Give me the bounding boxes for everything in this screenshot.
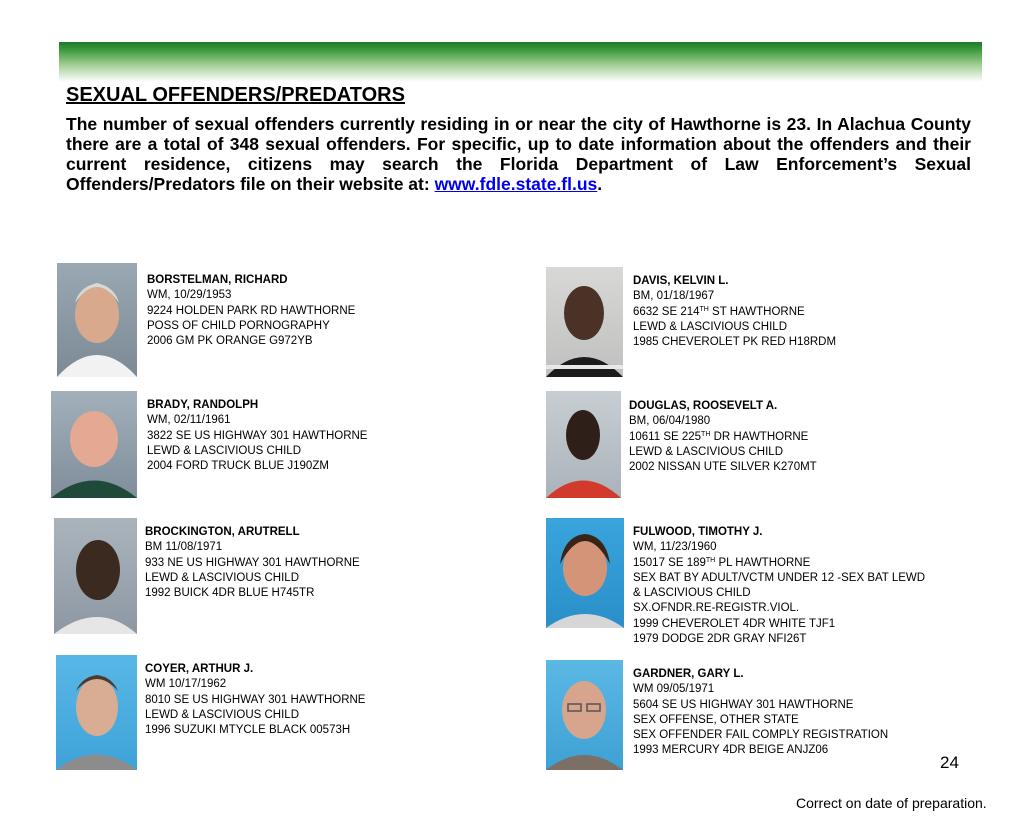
- offender-offense: SX.OFNDR.RE-REGISTR.VIOL.: [633, 602, 800, 615]
- offender-vehicle: 1993 MERCURY 4DR BEIGE ANJZ06: [633, 744, 829, 757]
- offender-name: FULWOOD, TIMOTHY J.: [633, 526, 763, 538]
- offender-dob: BM, 06/04/1980: [629, 415, 711, 428]
- offender-vehicle: 1985 CHEVEROLET PK RED H18RDM: [633, 336, 837, 349]
- mugshot-brady: [51, 391, 137, 498]
- header-banner: [59, 42, 982, 82]
- offender-offense: SEX OFFENSE, OTHER STATE: [633, 713, 799, 726]
- offender-dob: WM 09/05/1971: [633, 683, 715, 696]
- offender-address: 9224 HOLDEN PARK RD HAWTHORNE: [147, 304, 356, 317]
- mugshot-coyer: [56, 655, 137, 770]
- offender-name: BORSTELMAN, RICHARD: [147, 274, 288, 286]
- intro-text: The number of sexual offenders currently residing in or near the city of Hawthorne is 23. In Alachua County there are a total of 348 sexual offenders. For specific, up to date information about the offenders and their current residence, citizens may search the Florida Department of Law Enforcement’s Sexual Offenders/Predators file on their website at:: [66, 114, 971, 194]
- offender-name: DAVIS, KELVIN L.: [633, 275, 729, 287]
- offender-dob: WM, 11/23/1960: [633, 541, 717, 554]
- offender-dob: WM 10/17/1962: [145, 678, 227, 691]
- offender-address: 8010 SE US HIGHWAY 301 HAWTHORNE: [145, 693, 366, 706]
- offender-entry-gardner: [633, 667, 888, 759]
- mugshot-gardner: [546, 660, 623, 770]
- fdle-website-link[interactable]: www.fdle.state.fl.us: [434, 174, 598, 194]
- offender-address: 10611 SE 225TH DR HAWTHORNE: [629, 430, 809, 443]
- mugshot-douglas: [546, 391, 621, 498]
- offender-dob: WM, 10/29/1953: [147, 289, 232, 302]
- offender-name: DOUGLAS, ROOSEVELT A.: [629, 400, 778, 412]
- offender-vehicle: 1992 BUICK 4DR BLUE H745TR: [145, 587, 315, 600]
- offender-dob: BM, 01/18/1967: [633, 290, 715, 303]
- offender-vehicle: 2006 GM PK ORANGE G972YB: [147, 335, 313, 348]
- offender-vehicle: 1979 DODGE 2DR GRAY NFI26T: [633, 633, 807, 646]
- offender-offense: SEX BAT BY ADULT/VCTM UNDER 12 -SEX BAT LEWD: [633, 571, 926, 584]
- offender-address: 5604 SE US HIGHWAY 301 HAWTHORNE: [633, 698, 854, 711]
- offender-entry-douglas: [629, 399, 817, 475]
- intro-paragraph: [66, 114, 971, 194]
- offender-name: BROCKINGTON, ARUTRELL: [145, 526, 300, 538]
- offender-offense: LEWD & LASCIVIOUS CHILD: [629, 445, 784, 458]
- offender-offense: SEX OFFENDER FAIL COMPLY REGISTRATION: [633, 729, 889, 742]
- offender-entry-davis: [633, 274, 836, 350]
- offender-name: COYER, ARTHUR J.: [145, 663, 254, 675]
- offender-name: BRADY, RANDOLPH: [147, 399, 259, 411]
- offender-entry-borstelman: [147, 273, 355, 349]
- offender-vehicle: 2002 NISSAN UTE SILVER K270MT: [629, 461, 817, 474]
- footer-note: Correct on date of preparation.: [796, 795, 987, 811]
- offender-vehicle: 1996 SUZUKI MTYCLE BLACK 00573H: [145, 724, 351, 737]
- offender-vehicle: 1999 CHEVEROLET 4DR WHITE TJF1: [633, 617, 836, 630]
- page-number: 24: [940, 753, 959, 772]
- offender-offense: POSS OF CHILD PORNOGRAPHY: [147, 319, 330, 332]
- offender-offense: LEWD & LASCIVIOUS CHILD: [147, 444, 302, 457]
- offender-address: 6632 SE 214TH ST HAWTHORNE: [633, 305, 805, 318]
- offender-offense: LEWD & LASCIVIOUS CHILD: [145, 708, 300, 721]
- offender-address: 933 NE US HIGHWAY 301 HAWTHORNE: [145, 556, 360, 569]
- offender-offense: LEWD & LASCIVIOUS CHILD: [145, 571, 300, 584]
- offender-dob: BM 11/08/1971: [145, 541, 223, 554]
- offender-address: 3822 SE US HIGHWAY 301 HAWTHORNE: [147, 429, 368, 442]
- offender-offense: LEWD & LASCIVIOUS CHILD: [633, 320, 788, 333]
- offender-vehicle: 2004 FORD TRUCK BLUE J190ZM: [147, 460, 329, 473]
- mugshot-fulwood: [546, 518, 624, 628]
- offender-entry-fulwood: [633, 525, 925, 647]
- offender-offense: & LASCIVIOUS CHILD: [633, 587, 751, 600]
- mugshot-davis: [546, 267, 623, 377]
- offender-entry-brady: [147, 398, 367, 474]
- mugshot-brockington: [54, 518, 137, 634]
- offender-entry-coyer: [145, 662, 365, 738]
- offender-entry-brockington: [145, 525, 360, 601]
- page-title: SEXUAL OFFENDERS/PREDATORS: [66, 84, 405, 106]
- offender-address: 15017 SE 189TH PL HAWTHORNE: [633, 556, 811, 569]
- offender-name: GARDNER, GARY L.: [633, 668, 744, 680]
- mugshot-borstelman: [57, 263, 137, 377]
- intro-end: .: [597, 174, 603, 194]
- offender-dob: WM, 02/11/1961: [147, 414, 231, 427]
